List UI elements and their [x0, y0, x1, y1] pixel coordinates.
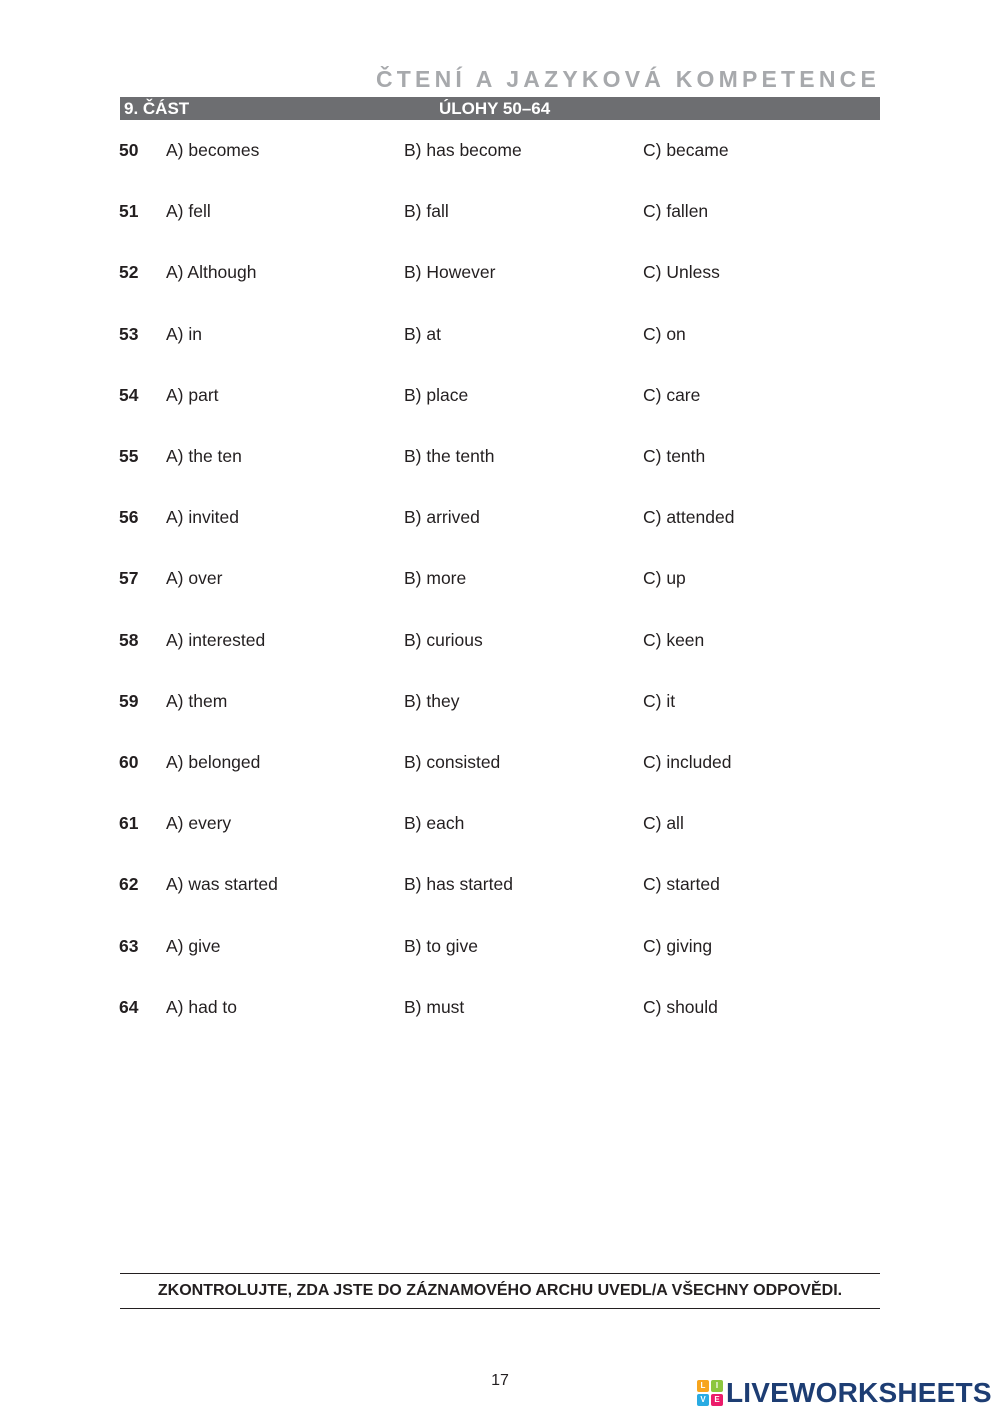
option-c[interactable]: C) attended [643, 507, 735, 528]
question-row [0, 201, 1000, 225]
option-a[interactable]: A) fell [166, 201, 211, 222]
question-number: 51 [119, 201, 139, 222]
section-title: ČTENÍ A JAZYKOVÁ KOMPETENCE [375, 66, 880, 92]
option-c[interactable]: C) tenth [643, 446, 706, 466]
option-b[interactable]: B) curious [404, 629, 483, 650]
option-c[interactable]: C) it [643, 690, 676, 711]
question-number: 52 [119, 262, 139, 283]
question-row [0, 752, 1000, 776]
question-row [0, 385, 1000, 409]
logo-square: I [711, 1380, 723, 1392]
option-b[interactable]: B) has become [404, 140, 522, 160]
question-row [0, 568, 1000, 592]
liveworksheets-logo-icon [697, 1380, 723, 1406]
question-number: 54 [119, 384, 139, 405]
option-b[interactable]: B) at [404, 323, 441, 344]
option-a[interactable]: A) in [166, 323, 202, 344]
option-c[interactable]: C) started [643, 874, 720, 895]
option-c[interactable]: C) included [643, 752, 732, 772]
option-b[interactable]: B) to give [404, 935, 478, 956]
footer-divider-bottom [120, 1308, 880, 1309]
option-c[interactable]: C) keen [643, 629, 705, 650]
option-b[interactable]: B) arrived [404, 507, 480, 528]
option-c[interactable]: C) giving [643, 935, 713, 956]
logo-square: L [697, 1380, 709, 1392]
option-b[interactable]: B) consisted [404, 752, 501, 772]
brand-name: LIVEWORKSHEETS [726, 1377, 992, 1408]
option-a[interactable]: A) them [166, 690, 228, 711]
option-c[interactable]: C) all [643, 813, 684, 834]
option-b[interactable]: B) the tenth [404, 446, 495, 466]
option-c[interactable]: C) on [643, 323, 686, 344]
option-c[interactable]: C) care [643, 384, 701, 405]
option-b[interactable]: B) they [404, 690, 460, 711]
option-b[interactable]: B) each [404, 813, 465, 834]
option-c[interactable]: C) Unless [643, 262, 720, 283]
question-row [0, 324, 1000, 348]
option-b[interactable]: B) However [404, 262, 496, 283]
option-a[interactable]: A) becomes [166, 140, 260, 160]
question-row [0, 630, 1000, 654]
page-number: 17 [491, 1372, 509, 1389]
option-a[interactable]: A) Although [166, 262, 257, 283]
option-c[interactable]: C) up [643, 568, 686, 589]
footer-divider-top [120, 1273, 880, 1274]
part-label: 9. ČÁST [124, 99, 190, 118]
option-b[interactable]: B) fall [404, 201, 449, 222]
option-a[interactable]: A) had to [166, 996, 238, 1017]
question-row [0, 997, 1000, 1021]
question-number: 58 [119, 629, 139, 650]
question-row [0, 936, 1000, 960]
question-row [0, 691, 1000, 715]
footer-note: ZKONTROLUJTE, ZDA JSTE DO ZÁZNAMOVÉHO ARCHU UVEDL/A VŠECHNY ODPOVĚDI. [157, 1282, 843, 1299]
option-c[interactable]: C) became [643, 140, 729, 160]
option-a[interactable]: A) give [166, 935, 221, 956]
option-a[interactable]: A) part [166, 384, 219, 405]
logo-square: V [697, 1394, 709, 1406]
question-row [0, 874, 1000, 898]
tasks-label: ÚLOHY 50–64 [439, 99, 551, 118]
option-c[interactable]: C) should [643, 996, 718, 1017]
question-row [0, 262, 1000, 286]
option-a[interactable]: A) every [166, 813, 232, 834]
question-number: 50 [119, 140, 139, 160]
question-number: 62 [119, 874, 139, 895]
logo-square: E [711, 1394, 723, 1406]
option-a[interactable]: A) interested [166, 629, 266, 650]
option-b[interactable]: B) more [404, 568, 467, 589]
liveworksheets-brand [697, 1376, 992, 1410]
part-header-bar [120, 97, 880, 120]
question-number: 59 [119, 690, 139, 711]
option-c[interactable]: C) fallen [643, 201, 709, 222]
option-b[interactable]: B) must [404, 996, 465, 1017]
question-number: 57 [119, 568, 139, 589]
option-a[interactable]: A) was started [166, 874, 278, 895]
question-number: 60 [119, 752, 139, 772]
option-b[interactable]: B) has started [404, 874, 513, 895]
option-b[interactable]: B) place [404, 384, 469, 405]
option-a[interactable]: A) the ten [166, 446, 242, 466]
question-number: 63 [119, 935, 139, 956]
option-a[interactable]: A) over [166, 568, 223, 589]
question-number: 55 [119, 446, 139, 466]
question-row [0, 140, 1000, 164]
question-number: 56 [119, 507, 139, 528]
question-number: 61 [119, 813, 139, 834]
option-a[interactable]: A) invited [166, 507, 239, 528]
question-number: 53 [119, 323, 139, 344]
question-row [0, 813, 1000, 837]
question-row [0, 507, 1000, 531]
question-number: 64 [119, 996, 139, 1017]
question-row [0, 446, 1000, 470]
option-a[interactable]: A) belonged [166, 752, 261, 772]
